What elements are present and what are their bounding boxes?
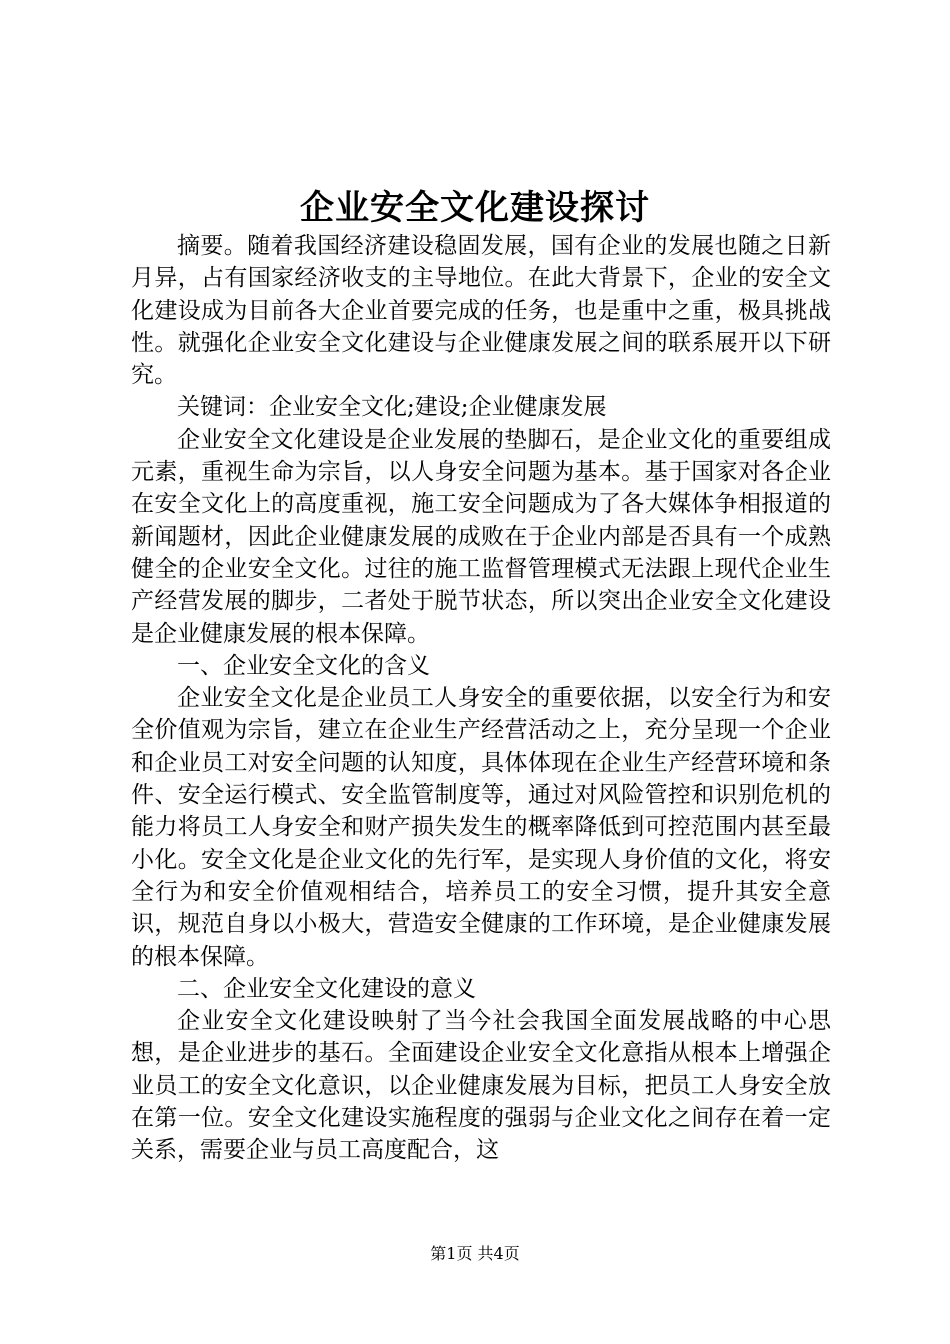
intro-paragraph: 企业安全文化建设是企业发展的垫脚石，是企业文化的重要组成元素，重视生命为宗旨，以人身安全问题为基本。基于国家对各企业在安全文化上的高度重视，施工安全问题成为了各大媒体争相报道的新闻题材，因此企业健康发展的成败在于企业内部是否具有一个成熟健全的企业安全文化。过往的施工监督管理模式无法跟上现代企业生产经营发展的脚步，二者处于脱节状态，所以突出企业安全文化建设是企业健康发展的根本保障。 — [131, 426, 831, 647]
section-2-paragraph: 企业安全文化建设映射了当今社会我国全面发展战略的中心思想，是企业进步的基石。全面建设企业安全文化意指从根本上增强企业员工的安全文化意识，以企业健康发展为目标，把员工人身安全放在第一位。安全文化建设实施程度的强弱与企业文化之间存在着一定关系，需要企业与员工高度配合，这 — [131, 1008, 831, 1164]
section-1-paragraph: 企业安全文化是企业员工人身安全的重要依据，以安全行为和安全价值观为宗旨，建立在企业生产经营活动之上，充分呈现一个企业和企业员工对安全问题的认知度，具体体现在企业生产经营环境和条件、安全运行模式、安全监管制度等，通过对风险管控和识别危机的能力将员工人身安全和财产损失发生的概率降低到可控范围内甚至最小化。安全文化是企业文化的先行军，是实现人身价值的文化，将安全行为和安全价值观相结合，培养员工的安全习惯，提升其安全意识，规范自身以小极大，营造安全健康的工作环境，是企业健康发展的根本保障。 — [131, 685, 831, 970]
section-heading-2: 二、企业安全文化建设的意义 — [177, 975, 476, 1002]
document-title: 企业安全文化建设探讨 — [300, 188, 650, 228]
page-number-footer: 第1页 共4页 — [430, 1244, 520, 1263]
abstract-paragraph: 摘要。随着我国经济建设稳固发展，国有企业的发展也随之日新月异，占有国家经济收支的主导地位。在此大背景下，企业的安全文化建设成为目前各大企业首要完成的任务，也是重中之重，极具挑战性。就强化企业安全文化建设与企业健康发展之间的联系展开以下研究。 — [131, 233, 831, 389]
section-heading-1: 一、企业安全文化的含义 — [177, 652, 430, 679]
keywords-paragraph: 关键词：企业安全文化;建设;企业健康发展 — [177, 394, 607, 421]
document-body — [131, 230, 831, 1167]
